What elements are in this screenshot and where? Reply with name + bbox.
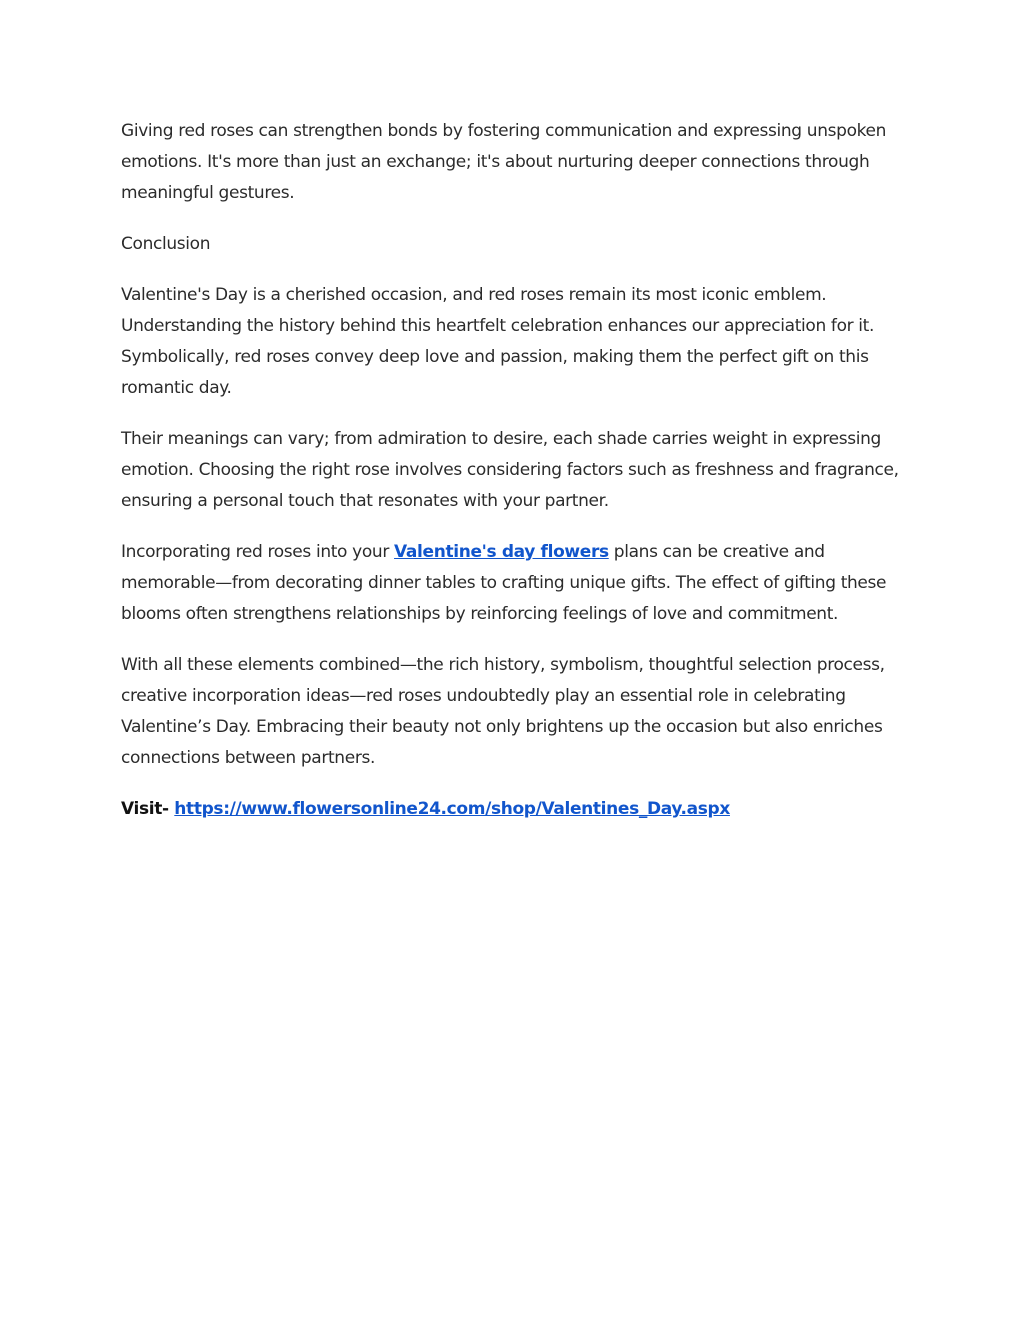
paragraph-text-after-link: plans can be creative and memorable—from decorating dinner tables to crafting unique gifts. The effect of gifting these blooms often strengthens relationships by reinforcing feelings of love and commitment. [121,542,887,624]
paragraph-combined-elements: With all these elements combined—the rich history, symbolism, thoughtful selection process, creative incorporation ideas—red roses undoubtedly play an essential role in celebrating Valentine’s Day. Embracing their beauty not only brightens up the occasion but also enriches connections between partners. [121,655,885,768]
paragraph-valentines-overview: Valentine's Day is a cherished occasion, and red roses remain its most iconic emblem. Understanding the history behind this heartfelt celebration enhances our appreciation for it. Symbolically, red roses convey deep love and passion, making them the perfect gift on this romantic day. [121,285,875,398]
section-heading-conclusion: Conclusion [121,234,211,254]
visit-line [121,794,911,825]
valentines-day-flowers-link[interactable]: Valentine's day flowers [394,542,609,562]
shop-url-link[interactable]: https://www.flowersonline24.com/shop/Valentines_Day.aspx [174,799,730,819]
paragraph-bond-strengthening: Giving red roses can strengthen bonds by fostering communication and expressing unspoken emotions. It's more than just an exchange; it's about nurturing deeper connections through meaningful gestures. [121,121,887,203]
document-page [121,116,911,845]
paragraph-incorporating-roses [121,537,911,630]
visit-label: Visit- [121,799,175,819]
paragraph-text-before-link: Incorporating red roses into your [121,542,395,562]
paragraph-rose-meanings: Their meanings can vary; from admiration to desire, each shade carries weight in expressing emotion. Choosing the right rose involves considering factors such as freshness and fragrance, ensuring a personal touch that resonates with your partner. [121,429,899,511]
